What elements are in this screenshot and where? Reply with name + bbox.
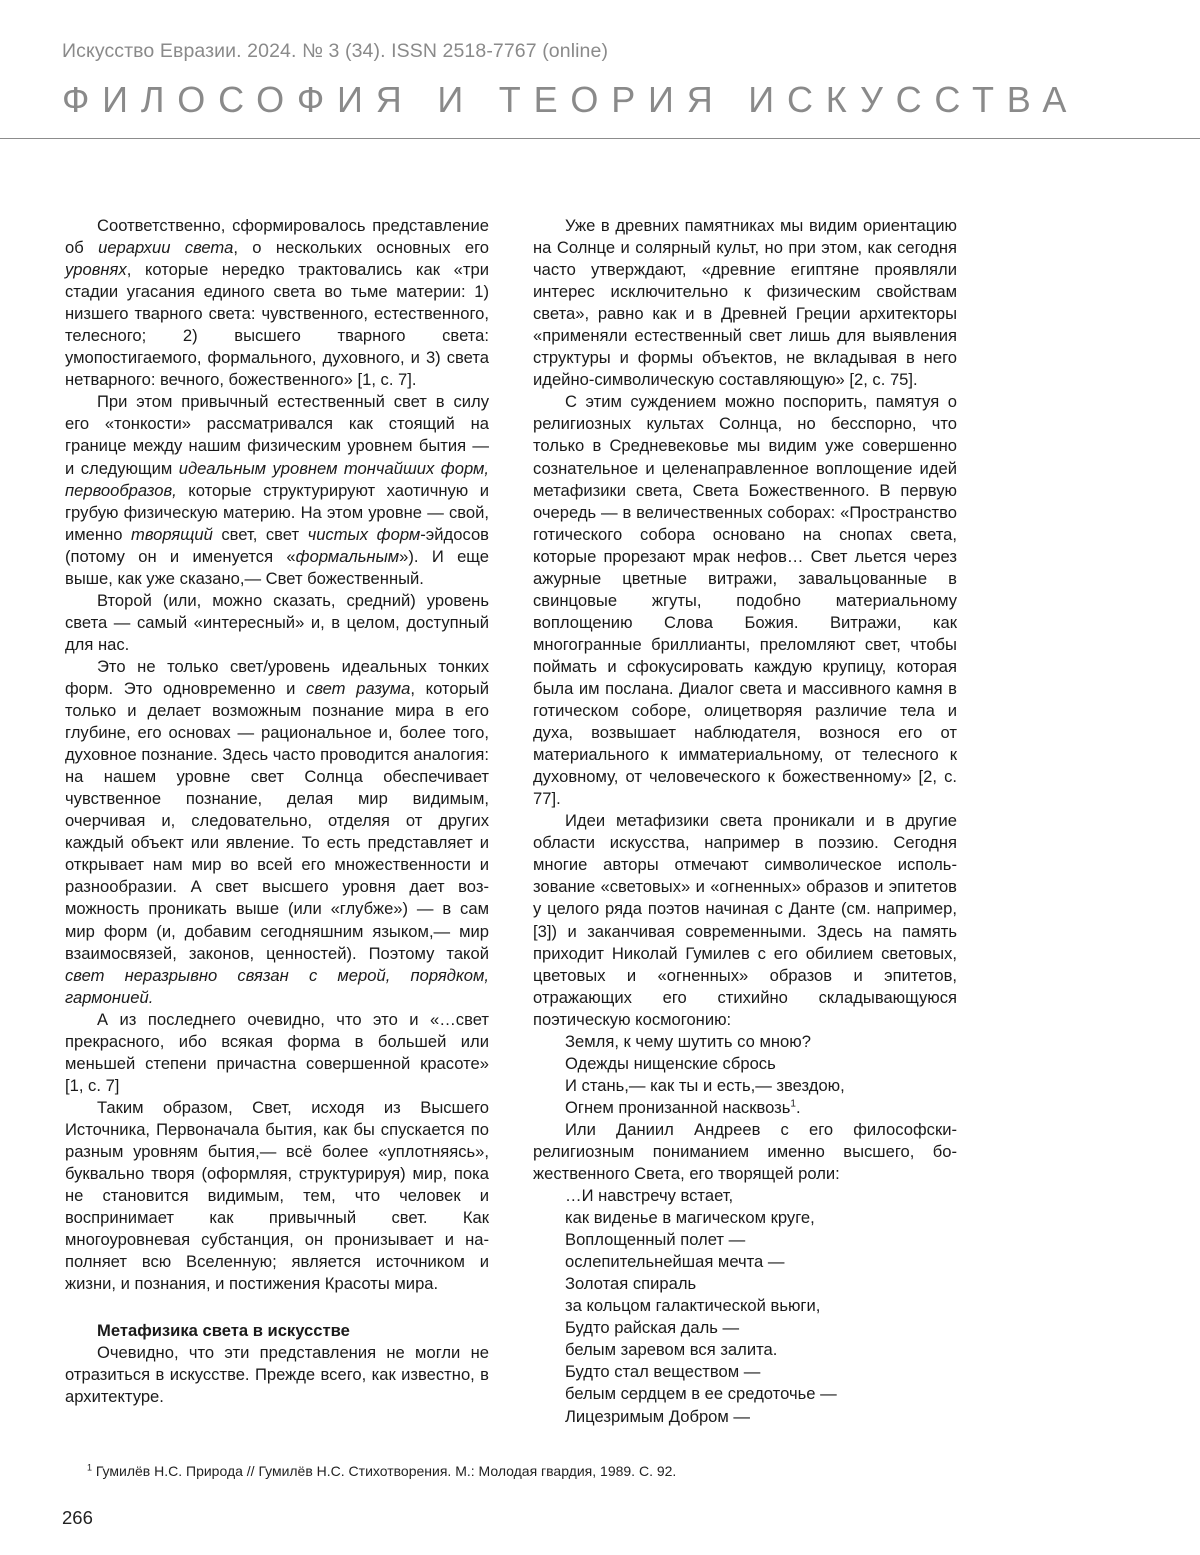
page-number: 266 xyxy=(62,1507,93,1528)
paragraph: Таким образом, Свет, исходя из Высшего Источника, Первоначала бытия, как бы спускается по разным уровням бытия,— всё более «уплотняясь», буквально творя (оформляя, структурируя) мир, пока не становится видимым, тем, что человек и воспринимает как привычный свет. Как многоуровневая субстанция, он пронизывает и наполняет всю Вселенную; является источником и жизни, и познания, и постижения Красоты мира. xyxy=(65,1097,489,1294)
verse-line: Воплощенный полет — xyxy=(565,1230,746,1250)
paragraph: Второй (или, можно сказать, средний) уровень света — самый «интересный» и, в целом, доступный для нас. xyxy=(65,590,489,654)
verse-line: Одежды нищенские сбрось xyxy=(565,1053,776,1073)
verse-line: ослепительнейшая мечта — xyxy=(565,1252,785,1272)
verse-line: И стань,— как ты и есть,— звездою, xyxy=(565,1075,845,1095)
journal-citation: Искусство Евразии. 2024. № 3 (34). ISSN 2518-7767 (online) xyxy=(62,40,609,62)
section-heading: Метафизика света в искусстве xyxy=(97,1321,350,1341)
paragraph: А из последнего очевидно, что это и «…свет прекрасного, ибо всякая форма в большей или меньшей степени причастна совершенной красоте» [1, с. 7] xyxy=(65,1009,489,1095)
footnote-reference[interactable]: 1 xyxy=(790,1098,796,1110)
paragraph: Уже в древних памятниках мы видим ориентацию на Солнце и солярный культ, но при этом, как сегодня часто утверждают, «древние египтяне проявляли интерес исключительно к физическим свойствам света», равно как и в Древней Греции архитекторы «применяли естественный свет лишь для выявления структуры и формы объектов, не вкладывая в него идейно-символическую составляющую» [2, с. 75]. xyxy=(533,216,957,390)
paragraph: При этом привычный естественный свет в силу его «тонкости» рассматривался как стоящий на границе между нашим физическим уровнем бытия — и следующим идеальным уровнем тончайших форм, первообразов, которые структурируют хаотичную и грубую физическую материю. На этом уровне — свой, именно творящий свет, свет чистых форм-эйдосов (потому он и именуется «формальным»). И еще выше, как уже сказано,— Свет божественный. xyxy=(65,392,490,588)
left-column xyxy=(65,215,489,1408)
paragraph: Или Даниил Андреев с его философски-религиозным пониманием именно высшего, божественного Света, его творящей роли: xyxy=(533,1119,957,1184)
paragraph: С этим суждением можно поспорить, памятуя о религиозных культах Солнца, но бесспорно, что только в Средневековье мы видим уже совершенно сознательное и целенаправленное воплощение идей метафизики света, Света Божественного. В первую очередь — в величественных соборах: «Пространство готического собора основано на снопах света, которые прорезают мрак нефов… Свет льется через ажурные цветные витражи, завальцованные в свинцовые жгуты, подобно материальному воплощению Слова Божия. Витражи, как многогранные бриллианты, преломляют свет, чтобы поймать и сфокусировать каждую крупицу, которая была им послана. Диалог света и массивного камня в готическом соборе, олицетворяя различие тела и духа, возвышает наблюдателя, вознося его от материального к имматериальному, от телесного к духовному, от человеческого к божественному» [2, с. 77]. xyxy=(533,392,957,809)
paragraph: Это не только свет/уровень идеальных тонких форм. Это одновременно и свет разума, который только и делает возможным познание мира в его глубине, его основах — рациональное и, более того, духовное познание. Здесь часто проводится аналогия: на нашем уровне свет Солнца обеспечивает чувственное познание, делая мир видимым, очерчивая и, следовательно, отделяя от других каждый объект или явление. То есть представляет и открывает нам мир во всей его множественности и разнообразии. А свет высшего уровня дает возможность проникать выше (или «глубже») — в сам мир форм (и, добавим сегодняшним языком,— мир взаимосвязей, законов, ценностей). Поэтому такой свет неразрывно связан с мерой, порядком, гармонией. xyxy=(65,656,490,1007)
paragraph: Идеи метафизики света проникали и в другие области искусства, например в поэзию. Сегодня многие авторы отмечают символическое использование «световых» и «огненных» образов и эпитетов у целого ряда поэтов начиная с Данте (см. например, [3]) и заканчивая современными. Здесь на память приходит Николай Гумилев с его обилием световых, цветовых и «огненных» образов и эпитетов, отражающих его стихийно складывающуюся поэтическую космогонию: xyxy=(533,811,957,1029)
verse-line: белым сердцем в ее средоточье — xyxy=(565,1384,837,1404)
verse-line: Земля, к чему шутить со мною? xyxy=(565,1031,811,1051)
verse-line: как виденье в магическом круге, xyxy=(565,1208,815,1228)
verse-line: Огнем пронизанной насквозь$^1$. xyxy=(565,1097,801,1117)
paragraph: Соответственно, сформировалось представление об иерархии света, о нескольких основных его уровнях, которые нередко трактовались как «три стадии угасания единого света во тьме материи: 1) низшего тварного света: чувственного, естественного, телесного; 2) высшего тварного света: умопостигаемого, формального, духовного, и 3) света нетварного: вечного, божественного» [1, с. 7]. xyxy=(65,216,490,390)
verse-line: Золотая спираль xyxy=(565,1274,697,1294)
header-divider xyxy=(0,138,1200,139)
section-title: ФИЛОСОФИЯ И ТЕОРИЯ ИСКУССТВА xyxy=(62,79,1080,120)
verse-line: белым заревом вся залита. xyxy=(565,1340,778,1360)
verse-line: …И навстречу встает, xyxy=(565,1186,734,1206)
verse-line: за кольцом галактической вьюги, xyxy=(565,1296,821,1316)
poem-gumilev xyxy=(533,1031,957,1119)
paragraph: Очевидно, что эти представления не могли не отразиться в искусстве. Прежде всего, как известно, в архитектуре. xyxy=(65,1343,489,1407)
verse-line: Будто стал веществом — xyxy=(565,1362,761,1382)
poem-andreev xyxy=(533,1185,957,1428)
verse-line: Лицезримым Добром — xyxy=(565,1406,751,1426)
footnote: $^1$ Гумилёв Н.С. Природа // Гумилёв Н.С. Стихотворения. М.: Молодая гвардия, 1989. С. 92. xyxy=(87,1462,677,1479)
verse-line: Будто райская даль — xyxy=(565,1318,740,1338)
footnote-mark: 1 xyxy=(87,1462,93,1473)
right-column xyxy=(533,215,957,1428)
